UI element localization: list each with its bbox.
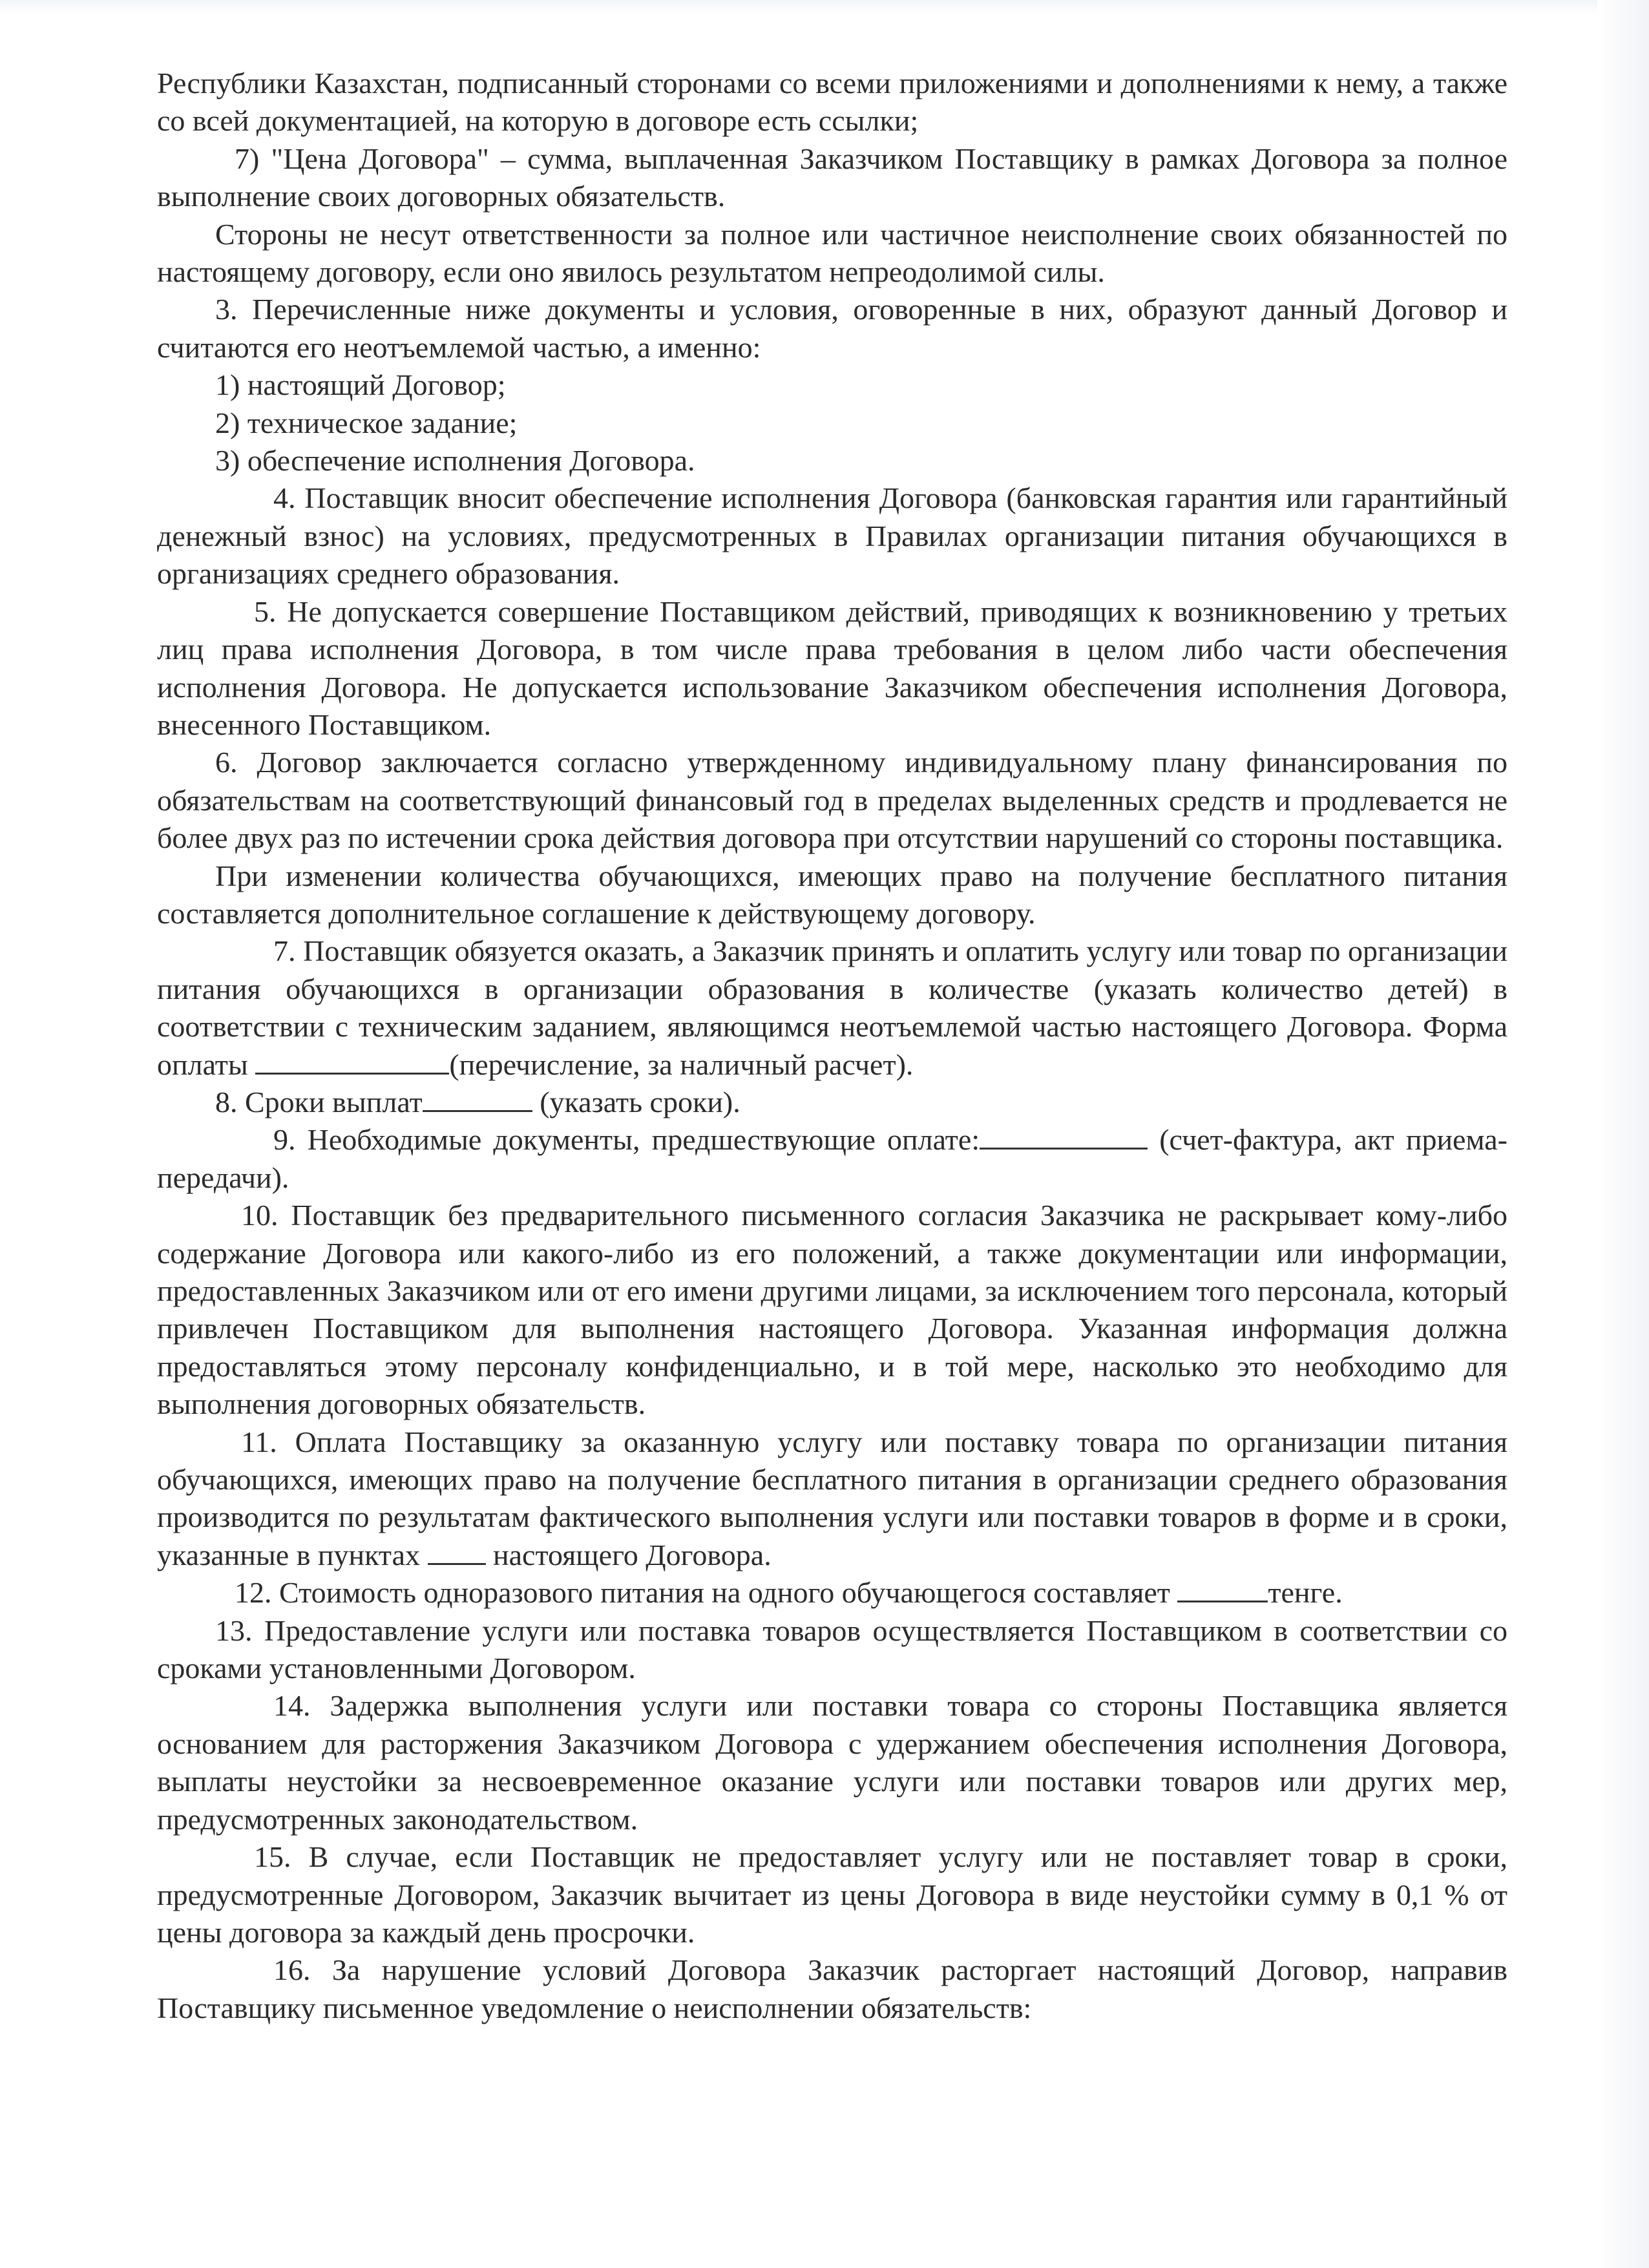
paragraph-clause-6: 6. Договор заключается согласно утвержденному индивидуальному плану финансирования по обязательствам на соответствующий финансовый год в пределах выделенных средств и продлевается не более двух раз по истечении срока действия договора при отсутствии нарушений со стороны поставщика. [157,746,1507,855]
clause-7-text-after: (перечисление, за наличный расчет). [449,1047,914,1081]
list-item-technical-spec: 2) техническое задание; [215,406,518,439]
clause-9-text-after: (счет-фактура, акт приема-передачи). [157,1123,1508,1194]
clause-reference-blank[interactable] [428,1540,486,1565]
payment-form-blank[interactable] [255,1049,449,1075]
paragraph-clause-13: 13. Предоставление услуги или поставка товаров осуществляется Поставщиком в соответствии со сроками установленными Договором. [157,1613,1507,1685]
paragraph-contract-price-definition: 7) "Цена Договора" – сумма, выплаченная Заказчиком Поставщику в рамках Договора за полное выполнение своих договорных обязательств. [157,142,1507,213]
scan-edge-shadow [1597,0,1649,2268]
clause-9-text: 9. Необходимые документы, предшествующие оплате: [273,1123,980,1157]
paragraph-clause-11 [157,1423,1507,1575]
clause-12-text: 12. Стоимость одноразового питания на одного обучающегося составляет [235,1576,1178,1610]
paragraph-clause-9 [157,1121,1507,1197]
clause-11-text: 11. Оплата Поставщику за оказанную услугу или поставку товара по организации питания обучающихся, имеющих право на получение бесплатного питания в организации среднего образования производится по результатам фактического выполнения услуги или поставки товаров в форме и в сроки, указанные в пунктах [157,1425,1507,1571]
clause-8-text-after: (указать сроки). [532,1085,740,1118]
paragraph-clause-15: 15. В случае, если Поставщик не предоставляет услугу или не поставляет товар в сроки, предусмотренные Договором, Заказчик вычитает из цены Договора в виде неустойки сумму в 0,1 % от цены договора за каждый день просрочки. [157,1840,1507,1949]
list-item-contract: 1) настоящий Договор; [215,368,506,402]
paragraph-clause-10: 10. Поставщик без предварительного письменного согласия Заказчика не раскрывает кому-либо содержание Договора или какого-либо из его положений, а также документации или информации, предоставленных Заказчиком или от его имени другими лицами, за исключением того персонала, который привлечен Поставщиком для выполнения настоящего Договора. Указанная информация должна предоставляться этому персоналу конфиденциально, и в той мере, насколько это необходимо для выполнения договорных обязательств. [157,1199,1507,1421]
list-item-performance-security: 3) обеспечение исполнения Договора. [215,444,695,478]
scan-top-shadow [0,0,1649,16]
paragraph-clause-7 [157,932,1507,1084]
clause-12-text-after: тенге. [1268,1576,1343,1610]
clause-11-text-after: настоящего Договора. [485,1538,772,1571]
paragraph-clause-16: 16. За нарушение условий Договора Заказчик расторгает настоящий Договор, направив Поставщику письменное уведомление о неисполнении обязательств: [157,1953,1507,2024]
meal-cost-blank[interactable] [1177,1577,1268,1602]
clause-7-text: 7. Поставщик обязуется оказать, а Заказчик принять и оплатить услугу или товар по организации питания обучающихся в организации образования в количестве (указать количество детей) в соответствии с техническим заданием, являющимся неотъемлемой частью настоящего Договора. Форма оплаты [157,934,1507,1081]
paragraph-student-count-change: При изменении количества обучающихся, имеющих право на получение бесплатного питания составляется дополнительное соглашение к действующему договору. [157,859,1507,930]
paragraph-republic-definition: Республики Казахстан, подписанный сторонами со всеми приложениями и дополнениями к нему, а также со всей документацией, на которую в договоре есть ссылки; [157,67,1507,138]
clause-8-text: 8. Сроки выплат [215,1085,423,1118]
paragraph-clause-5: 5. Не допускается совершение Поставщиком действий, приводящих к возникновению у третьих лиц права исполнения Договора, в том числе права требования в целом либо части обеспечения исполнения Договора. Не допускается использование Заказчиком обеспечения исполнения Договора, внесенного Поставщиком. [157,594,1507,741]
paragraph-clause-12 [157,1574,1507,1612]
paragraph-clause-4: 4. Поставщик вносит обеспечение исполнения Договора (банковская гарантия или гарантийный денежный взнос) на условиях, предусмотренных в Правилах организации питания обучающихся в организациях среднего образования. [157,481,1507,591]
contract-body [157,65,1507,2027]
payment-terms-blank[interactable] [423,1087,532,1112]
paragraph-clause-3: 3. Перечисленные ниже документы и условия, оговоренные в них, образуют данный Договор и считаются его неотъемлемой частью, а именно: [157,293,1507,364]
paragraph-clause-8 [157,1084,1507,1121]
required-documents-blank[interactable] [980,1124,1148,1150]
paragraph-clause-14: 14. Задержка выполнения услуги или поставки товара со стороны Поставщика является основанием для расторжения Заказчиком Договора с удержанием обеспечения исполнения Договора, выплаты неустойки за несвоевременное оказание услуги или поставки товаров или других мер, предусмотренных законодательством. [157,1689,1507,1836]
paragraph-force-majeure: Стороны не несут ответственности за полное или частичное неисполнение своих обязанностей по настоящему договору, если оно явилось результатом непреодолимой силы. [157,217,1507,289]
